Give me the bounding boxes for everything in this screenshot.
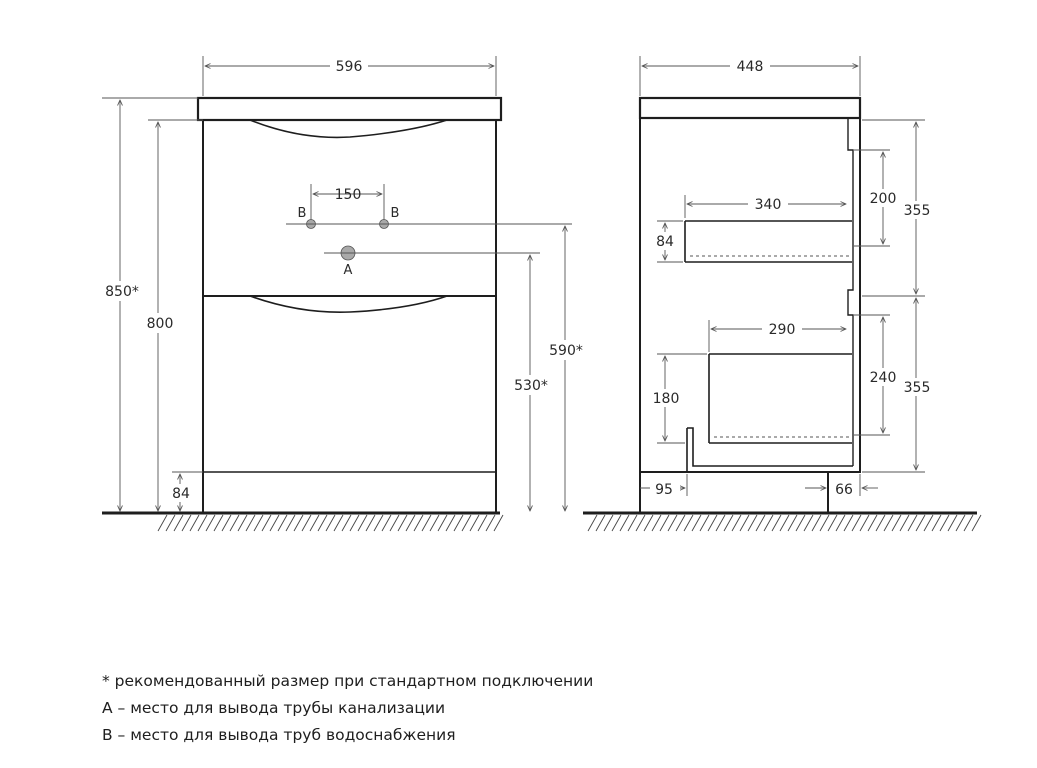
front-dimensions bbox=[102, 56, 572, 511]
drawer-front-edge bbox=[848, 118, 853, 466]
dim-body-height: 800 bbox=[146, 316, 174, 332]
dim-bottom-drawer-height: 180 bbox=[652, 391, 680, 407]
label-drain-a: A bbox=[343, 263, 353, 278]
label-pipe-b-right: B bbox=[390, 206, 400, 221]
dim-top-drawer-height: 84 bbox=[656, 234, 674, 250]
dim-drain-height: 530* bbox=[514, 378, 548, 394]
bottom-drawer-box bbox=[709, 354, 852, 443]
dim-top-drawer-width: 340 bbox=[754, 197, 782, 213]
pipe-markers bbox=[307, 220, 389, 261]
dim-top-section-height: 355 bbox=[903, 203, 931, 219]
dim-overall-height: 850* bbox=[105, 284, 139, 300]
note-water: В – место для вывода труб водоснабжения bbox=[102, 726, 456, 744]
dim-pipe-spacing: 150 bbox=[334, 187, 362, 203]
countertop-side bbox=[640, 98, 860, 118]
dim-bottom-section-height: 355 bbox=[903, 380, 931, 396]
dim-bottom-drawer-width: 290 bbox=[768, 322, 796, 338]
bottom-drawer-handle bbox=[250, 296, 447, 312]
dim-depth-side: 448 bbox=[736, 59, 764, 75]
floor-hatch-left bbox=[158, 515, 503, 531]
floor-hatch-right bbox=[588, 515, 981, 531]
cabinet-body-front bbox=[203, 120, 496, 513]
dim-width-front: 596 bbox=[335, 59, 363, 75]
label-pipe-b-left: B bbox=[297, 206, 307, 221]
dim-back-offset: 66 bbox=[835, 482, 853, 498]
cabinet-side-outline bbox=[640, 118, 860, 513]
side-dimensions bbox=[640, 56, 925, 496]
dim-water-height: 590* bbox=[549, 343, 583, 359]
legend-notes bbox=[102, 668, 593, 749]
top-drawer-handle bbox=[250, 120, 447, 137]
bottom-drawer-bracket bbox=[687, 428, 853, 472]
side-view bbox=[583, 98, 977, 513]
front-view bbox=[102, 98, 501, 513]
dim-plinth-height: 84 bbox=[172, 486, 190, 502]
countertop-front bbox=[198, 98, 501, 120]
dim-front-offset: 95 bbox=[655, 482, 673, 498]
note-recommended: * рекомендованный размер при стандартном подключении bbox=[102, 672, 594, 690]
dim-bottom-inner-height: 240 bbox=[869, 370, 897, 386]
dim-top-inner-height: 200 bbox=[869, 191, 897, 207]
note-drain: А – место для вывода трубы канализации bbox=[102, 699, 446, 717]
